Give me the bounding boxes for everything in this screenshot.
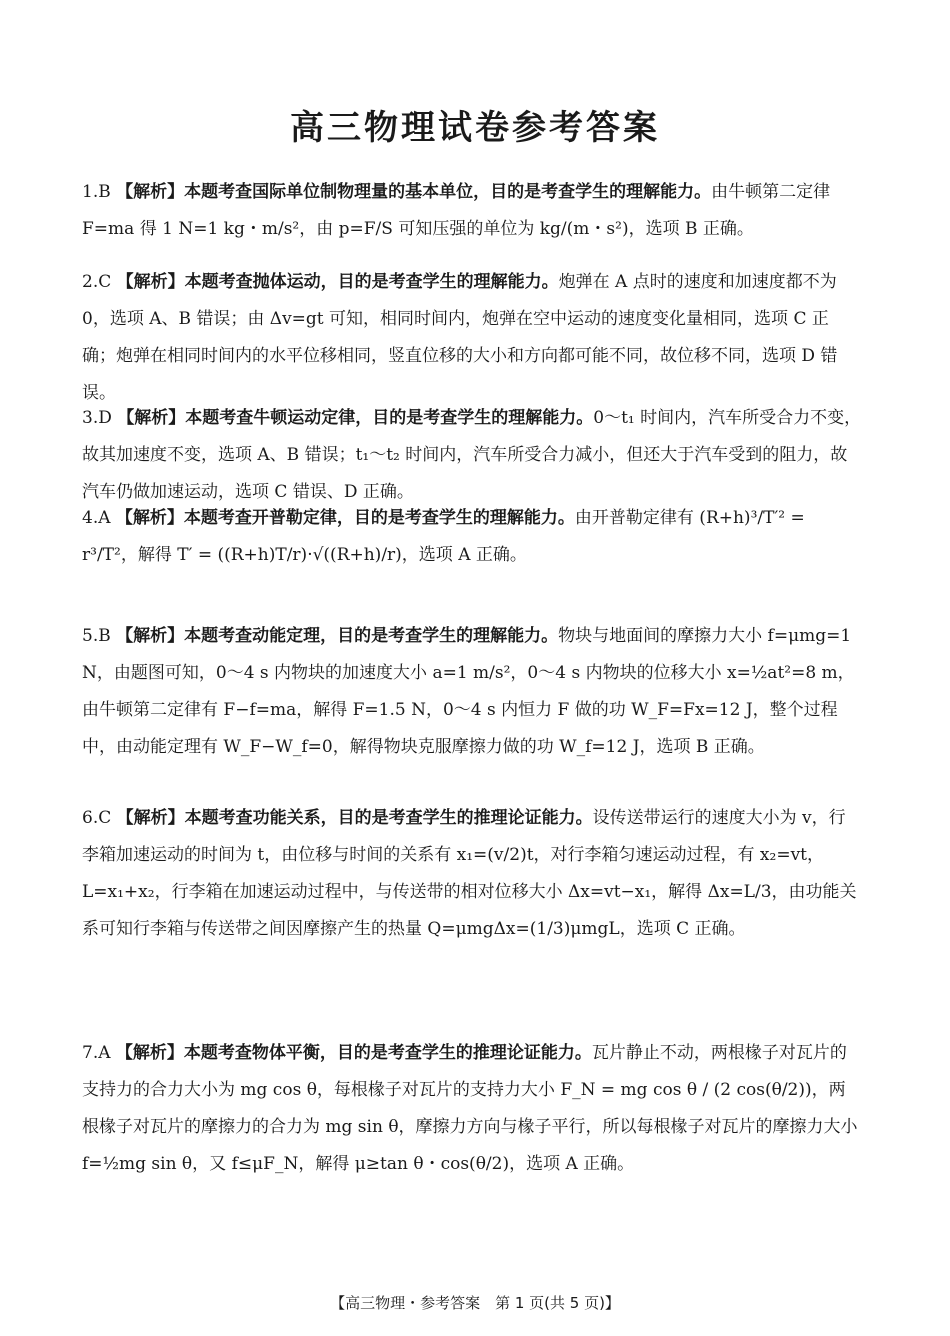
answer-1: [82, 174, 862, 248]
analysis-tag: 【解析】: [116, 182, 185, 202]
answer-number: 1.B: [82, 182, 111, 202]
answer-focus: 本题考查牛顿运动定律，目的是考查学生的理解能力。: [185, 408, 594, 428]
answer-focus: 本题考查动能定理，目的是考查学生的理解能力。: [184, 626, 559, 646]
analysis-tag: 【解析】: [115, 1043, 184, 1063]
page-title: 高三物理试卷参考答案: [290, 108, 660, 148]
answer-focus: 本题考查国际单位制物理量的基本单位，目的是考查学生的理解能力。: [184, 182, 712, 202]
answer-focus: 本题考查抛体运动，目的是考查学生的理解能力。: [184, 272, 559, 292]
analysis-tag: 【解析】: [115, 508, 184, 528]
answer-6: [82, 800, 862, 948]
answer-body: 0～t₁ 时间内，汽车所受合力不变，故其加速度不变，选项 A、B 错误；t₁～t₂ 时间内，汽车所受合力减小，但还大于汽车受到的阻力，故汽车仍做加速运动，选项 C 错误、D 正确。: [82, 408, 862, 502]
answer-3: [82, 400, 862, 511]
analysis-tag: 【解析】: [116, 626, 185, 646]
answer-7: [82, 1035, 862, 1183]
answer-body: 由开普勒定律有 (R+h)³/T′² = r³/T²，解得 T′ = ((R+h)T/r)·√((R+h)/r)，选项 A 正确。: [82, 508, 805, 565]
answer-number: 6.C: [82, 808, 112, 828]
analysis-tag: 【解析】: [116, 808, 185, 828]
answer-number: 5.B: [82, 626, 111, 646]
answer-number: 7.A: [82, 1043, 111, 1063]
answer-focus: 本题考查物体平衡，目的是考查学生的推理论证能力。: [183, 1043, 592, 1063]
answer-5: [82, 618, 862, 766]
answer-focus: 本题考查开普勒定律，目的是考查学生的理解能力。: [183, 508, 575, 528]
analysis-tag: 【解析】: [116, 272, 185, 292]
answer-body: 物块与地面间的摩擦力大小 f=μmg=1 N，由题图可知，0～4 s 内物块的加速度大小 a=1 m/s²，0～4 s 内物块的位移大小 x=½at²=8 m，由牛顿第二定律有 F−f=ma，解得 F=1.5 N，0～4 s 内恒力 F 做的功 W_F=Fx=12 J，整个过程中，由动能定理有 W_F−W_f=0，解得物块克服摩擦力做的功 W_f=12 J，选项 B 正确。: [82, 626, 855, 757]
analysis-tag: 【解析】: [117, 408, 186, 428]
answer-number: 2.C: [82, 272, 112, 292]
page-footer: 【高三物理・参考答案 第 1 页(共 5 页)】: [330, 1294, 620, 1312]
answer-4: [82, 500, 862, 574]
answer-body: 炮弹在 A 点时的速度和加速度都不为 0，选项 A、B 错误；由 Δv=gt 可知，相同时间内，炮弹在空中运动的速度变化量相同，选项 C 正确；炮弹在相同时间内的水平位移相同，竖直位移的大小和方向都可能不同，故位移不同，选项 D 错误。: [82, 272, 838, 403]
answer-number: 4.A: [82, 508, 111, 528]
answer-body: 设传送带运行的速度大小为 v，行李箱加速运动的时间为 t，由位移与时间的关系有 x₁=(v/2)t，对行李箱匀速运动过程，有 x₂=vt，L=x₁+x₂，行李箱在加速运动过程中，与传送带的相对位移大小 Δx=vt−x₁，解得 Δx=L/3，由功能关系可知行李箱与传送带之间因摩擦产生的热量 Q=μmgΔx=(1/3)μmgL，选项 C 正确。: [82, 808, 857, 939]
answer-body: 由牛顿第二定律 F=ma 得 1 N=1 kg・m/s²，由 p=F/S 可知压强的单位为 kg/(m・s²)，选项 B 正确。: [82, 182, 831, 239]
answer-focus: 本题考查功能关系，目的是考查学生的推理论证能力。: [184, 808, 593, 828]
answer-2: [82, 264, 862, 412]
answer-body: 瓦片静止不动，两根椽子对瓦片的支持力的合力大小为 mg cos θ，每根椽子对瓦片的支持力大小 F_N = mg cos θ / (2 cos(θ/2))，两根椽子对瓦片的摩擦力的合力为 mg sin θ，摩擦力方向与椽子平行，所以每根椽子对瓦片的摩擦力大小 f=½mg sin θ，又 f≤μF_N，解得 μ≥tan θ・cos(θ/2)，选项 A 正确。: [82, 1043, 858, 1174]
answer-number: 3.D: [82, 408, 112, 428]
